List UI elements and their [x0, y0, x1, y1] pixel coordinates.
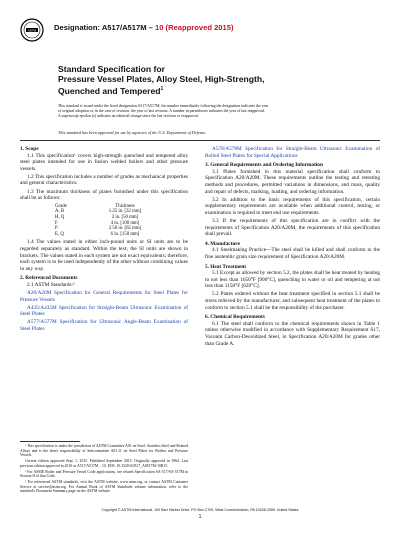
footnotes: ¹ This specification is under the jurisdiction of ASTM Committee A01 on Steel, Stainless Steel and Related Alloys and is the direct responsibility of Subcommittee A01.11 on Steel Plates for Boilers and Pressure Vessels. Current edition approved Sept. 1, 2015. Published September 2015. Originally approved in 1964. Last previous edition approved in 2010 as A517/A517M – 10. DOI: 10.1520/A0517_A0517M-10R15. ² For ASME Boiler and Pressure Vessel Code applications, see related Specification SA-517/SA-517M in Section II of that Code. ³ For referenced ASTM standards, visit the ASTM website, www.astm.org, or contact ASTM Customer Service at service@astm.org. For Annual Book of ASTM Standards volume information, refer to the standard's Document Summary page on the ASTM website. — [20, 441, 188, 495]
dod-approval-note: This standard has been approved for use by agencies of the U.S. Department of Defense. — [58, 130, 207, 135]
table-row: F 4 in. [100 mm] — [55, 220, 140, 226]
scope-heading: 1. Scope — [20, 146, 39, 152]
paragraph-3-1: 3.1 Plates furnished to this material specification shall conform to Specification A20/A20M. These requirements outline the testing and retesting methods and procedures, permitted variations in dimensions, and mass, quality and repair of defects, marking, loading, and ordering information. — [205, 168, 380, 195]
left-column — [20, 146, 188, 334]
table-row: E, Q 6 in. [150 mm] — [55, 231, 140, 237]
general-requirements-heading: 3. General Requirements and Ordering Information — [205, 162, 323, 169]
paragraph-2-1: 2.1 ASTM Standards:² — [27, 281, 75, 288]
paragraph-5-1: 5.1 Except as allowed by section 5.2, the plates shall be heat treated by heating to not less than 1650°F [900°C], quenching in water or oil and tempering at not less than 1150°F [620°C]. — [205, 270, 380, 290]
chemical-requirements-heading: 6. Chemical Requirements — [205, 314, 265, 321]
table-row: A, B 1.25 in. [32 mm] — [55, 209, 142, 215]
reapproved-note: 10 (Reapproved 2015) — [155, 23, 234, 32]
paragraph-6-1: 6.1 The steel shall conform to the chemical requirements shown in Table 1 unless otherwise modified in accordance with Supplementary Requirement S17, Vacuum Carbon-Deoxidized Steel, in Specification A20/A20M for grades other than Grade A. — [205, 320, 380, 347]
paragraph-1-2: 1.2 This specification includes a number of grades as mechanical properties and general characteristics. — [20, 173, 188, 187]
manufacture-heading: 4. Manufacture — [205, 240, 240, 247]
ref-link-a577[interactable]: A577/A577M Specification for Ultrasonic Angle-Beam Examination of Steel Plates — [20, 319, 188, 332]
heat-treatment-heading: 5. Heat Treatment — [205, 263, 247, 270]
page-footer — [0, 508, 400, 520]
ref-link-a578[interactable]: A578/A578M Specification for Straight-Beam Ultrasonic Examination of Rolled Steel Plates for Special Applications — [205, 146, 380, 159]
paragraph-1-4: 1.4 The values stated in either inch-pound units or SI units are to be regarded separately as standard. Within the text, the SI units are shown in brackets. The values stated in each system are not exact equivalents; therefore, each system is to be used independently of the other without combining values in any way. — [20, 239, 188, 272]
astm-logo-icon — [20, 18, 44, 42]
table-row: H, Q 2 in. [50 mm] — [55, 214, 139, 220]
table-row: P 2.50 in. [65 mm] — [55, 226, 142, 232]
right-column — [205, 146, 380, 349]
ref-link-a435[interactable]: A435/A435M Specification for Straight-Beam Ultrasonic Examination of Steel Plates — [20, 304, 188, 318]
paragraph-1-1: 1.1 This specification¹ covers high-strength quenched and tempered alloy steel plates intended for use in fusion welded boilers and other pressure vessels. — [20, 152, 188, 172]
paragraph-1-3: 1.3 The maximum thickness of plates furnished under this specification shall be as follows: — [20, 188, 188, 202]
referenced-docs-heading: 2. Referenced Documents — [20, 275, 78, 282]
page-number: 1 — [198, 514, 202, 520]
document-header — [20, 18, 380, 44]
paragraph-3-2: 3.2 In addition to the basic requirements of this specification, certain supplementary requirements are available when additional control, testing, or examination is required to meet end use requirements. — [205, 196, 380, 216]
standard-issuance-note: This standard is issued under the fixed designation A517/A517M; the number immediately following the designation indicates the year of original adoption or, in the case of revision, the year of last revision. A number in parentheses indicates the year of last reapproval. A superscript epsilon (ε) indicates an editorial change since the last revision or reapproval. — [58, 104, 269, 118]
paragraph-4-1: 4.1 Steelmaking Practice—The steel shall be killed and shall conform to the fine austenitic grain size requirement of Specification A20/A20M. — [205, 247, 380, 260]
paragraph-3-3: 3.3 If the requirements of this specification are in conflict with the requirements of Specification A20/A20M, the requirements of this specification shall prevail. — [205, 217, 380, 238]
document-title: Standard Specification for Pressure Vessel Plates, Alloy Steel, High-Strength, Quenched and Tempered$^1$ — [58, 64, 265, 96]
svg-text:ASTM: ASTM — [27, 28, 37, 33]
grade-thickness-table: Grade Thickness A, B 1.25 in. [32 mm] H, Q 2 in. [50 mm] F 4 in. [100 mm] P 2.50 in. [65 mm] E, Q 6 in. [150 mm] — [55, 204, 188, 238]
designation: Designation: A517/A517M – 10 (Reapproved 2015) — [54, 23, 234, 32]
paragraph-5-2: 5.2 Plates ordered without the heat treatment specified in section 5.1 shall be stress relieved by the manufacturer, and subsequent heat treatment of the plates to conform to section 5.1 shall be the responsibility of the purchaser. — [205, 291, 380, 311]
ref-link-a20[interactable]: A20/A20M Specification for General Requirements for Steel Plates for Pressure Vessels — [20, 289, 188, 303]
divider — [20, 140, 380, 141]
copyright-line: Copyright © ASTM International, 100 Barr Harbor Drive, PO Box C700, West Conshohocken, PA 19428-2959. United States — [101, 508, 299, 512]
